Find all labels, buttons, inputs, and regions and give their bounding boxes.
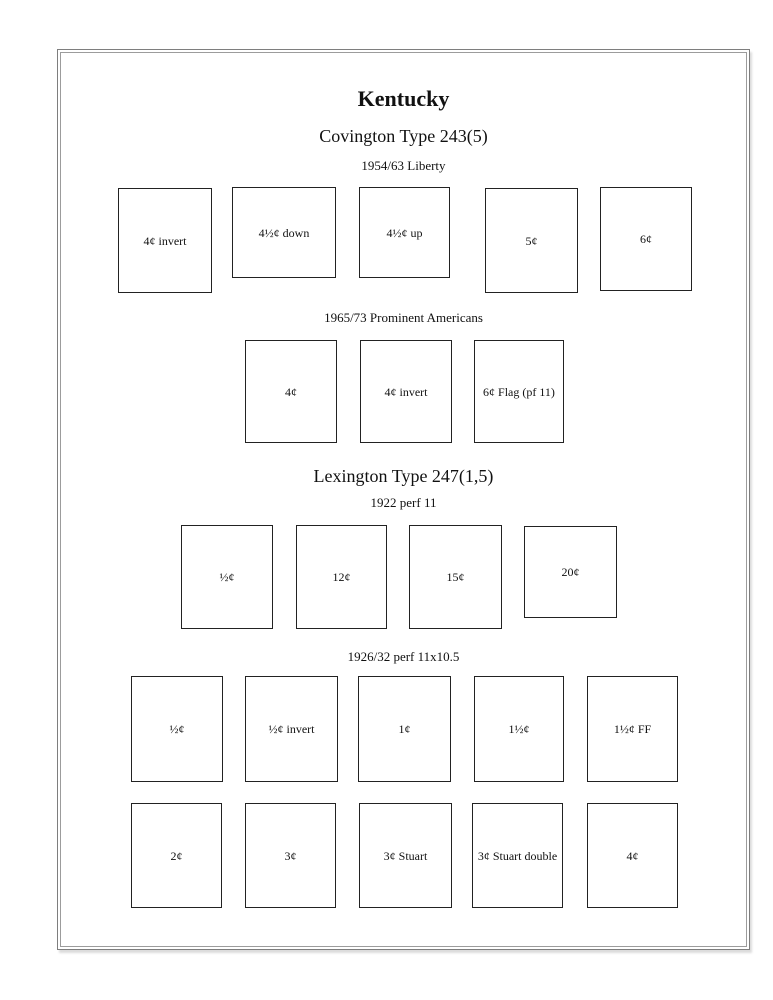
section-heading-covington: Covington Type 243(5) (319, 126, 488, 146)
stamp-box-label: 4¢ invert (384, 384, 428, 399)
subsection-heading-1954-63-liberty: 1954/63 Liberty (361, 158, 446, 173)
stamp-box (181, 525, 273, 629)
stamp-box (359, 187, 450, 278)
stamp-box-label: 3¢ (284, 848, 297, 863)
stamp-box-label: 20¢ (561, 565, 580, 579)
stamp-box (485, 188, 578, 293)
stamp-box-label: 5¢ (525, 233, 538, 248)
stamp-box-label: 4½¢ down (258, 225, 310, 240)
page-title: Kentucky (357, 86, 450, 111)
stamp-box (587, 803, 678, 908)
stamp-box-label: 4¢ invert (143, 233, 187, 248)
stamp-box (131, 803, 222, 908)
stamp-box-label: 4¢ (285, 384, 297, 399)
stamp-box (524, 526, 617, 618)
stamp-box (472, 803, 563, 908)
stamp-box (409, 525, 502, 629)
stamp-box (359, 803, 452, 908)
stamp-box-label: 1½¢ (508, 722, 530, 736)
stamp-box-label: 6¢ Flag (pf 11) (483, 384, 555, 399)
stamp-box-label: 4¢ (626, 848, 639, 863)
stamp-box (118, 188, 212, 293)
stamp-box (245, 803, 336, 908)
stamp-box-label: 3¢ Stuart double (477, 848, 558, 863)
stamp-box-label: 2¢ (170, 848, 183, 863)
stamp-box-label: 1½¢ FF (613, 722, 652, 736)
subsection-heading-1926-32-perf: 1926/32 perf 11x10.5 (347, 649, 460, 664)
stamp-box-label: 1¢ (398, 722, 411, 736)
stamp-box (232, 187, 336, 278)
stamp-box (245, 676, 338, 782)
stamp-box-label: ½¢ invert (268, 722, 315, 736)
stamp-box-label: ½¢ (169, 722, 185, 736)
stamp-box (360, 340, 452, 443)
stamp-box (131, 676, 223, 782)
subsection-heading-1922-perf-11: 1922 perf 11 (370, 495, 437, 510)
stamp-box-label: 12¢ (332, 570, 351, 584)
section-heading-lexington: Lexington Type 247(1,5) (313, 466, 494, 486)
stamp-box-label: 3¢ Stuart (383, 848, 428, 863)
stamp-box-label: 15¢ (446, 570, 465, 584)
stamp-box (600, 187, 692, 291)
stamp-box-label: ½¢ (219, 570, 235, 584)
stamp-box (474, 676, 564, 782)
stamp-box-label: 6¢ (640, 232, 652, 246)
stamp-box (587, 676, 678, 782)
stamp-box (474, 340, 564, 443)
page-frame (57, 49, 750, 950)
stamp-box-label: 4½¢ up (386, 225, 423, 240)
stamp-box (358, 676, 451, 782)
stamp-box (296, 525, 387, 629)
stamp-box (245, 340, 337, 443)
subsection-heading-1965-73-prominent-americans: 1965/73 Prominent Americans (324, 310, 483, 325)
